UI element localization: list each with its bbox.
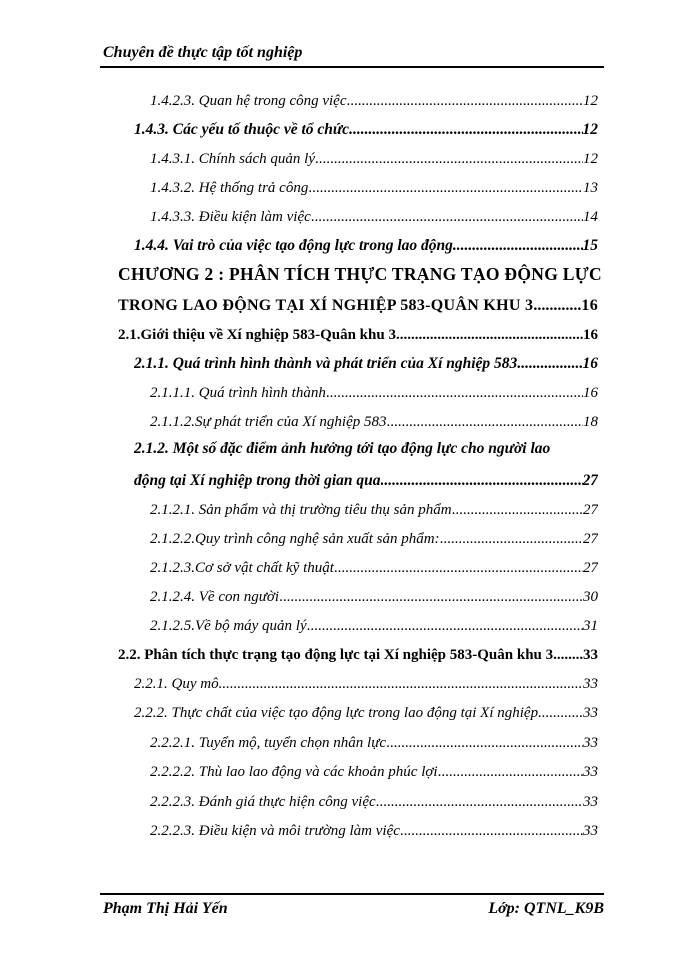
- toc-entry: [134, 468, 598, 490]
- toc-entry-text: 2.1.1. Quá trình hình thành và phát triển của Xí nghiệp 583: [134, 355, 518, 372]
- toc-leader: [307, 618, 583, 635]
- toc-entry: [150, 526, 598, 548]
- footer-rule: [100, 893, 604, 895]
- toc-entry-text: 1.4.3.2. Hệ thống trả công: [150, 180, 309, 196]
- footer-class: Lớp: QTNL_K9B: [488, 900, 604, 917]
- toc-entry-text: động tại Xí nghiệp trong thời gian qua: [134, 472, 381, 489]
- toc-entry-page: 27: [582, 472, 598, 489]
- toc-entry: [150, 146, 598, 168]
- toc-entry-page: 33: [583, 794, 598, 810]
- toc-entry-text: 2.1.2.4. Về con người: [150, 589, 280, 605]
- toc-entry-text: 1.4.3. Các yếu tố thuộc về tổ chức: [134, 121, 350, 138]
- toc-entry-page: 15: [582, 237, 598, 254]
- toc-entry-page: 16: [581, 297, 598, 314]
- page-header-title: Chuyên đề thực tập tốt nghiệp: [103, 44, 303, 61]
- toc-entry: [150, 555, 598, 577]
- toc-entry: [150, 759, 598, 781]
- toc-entry-text: 2.2.2.2. Thù lao lao động và các khoản phúc lợi: [150, 764, 438, 780]
- toc-entry-page: 33: [583, 823, 598, 839]
- toc-leader: [279, 589, 583, 606]
- toc-entry-text: 2.1.2.5.Về bộ máy quản lý: [150, 618, 307, 634]
- toc-leader: [326, 385, 583, 402]
- toc-leader: [453, 237, 583, 255]
- toc-entry: [134, 117, 598, 139]
- toc-entry-text: 2.1.2.2.Quy trình công nghệ sản xuất sản phẩm:: [150, 531, 440, 547]
- toc-entry-page: 12: [583, 93, 598, 109]
- toc-entry-page: 14: [583, 209, 598, 225]
- toc-leader: [315, 151, 583, 168]
- toc-entry: [134, 351, 598, 373]
- toc-entry: [134, 700, 598, 722]
- toc-leader: [438, 764, 583, 781]
- toc-leader: [308, 180, 583, 197]
- toc-leader: [440, 531, 583, 548]
- toc-entry-page: 16: [583, 385, 598, 401]
- toc-entry-text: 1.4.4. Vai trò của việc tạo động lực trong lao động: [134, 237, 453, 254]
- toc-entry-page: 13: [583, 180, 598, 196]
- toc-leader: [381, 472, 583, 490]
- toc-entry: [118, 293, 598, 315]
- toc-entry: [150, 818, 598, 840]
- toc-entry: [150, 380, 598, 402]
- toc-leader: [376, 794, 583, 811]
- toc-entry-page: 27: [583, 560, 598, 576]
- toc-entry: [150, 789, 598, 811]
- toc-entry-page: 27: [583, 531, 598, 547]
- toc-entry-page: 16: [583, 327, 598, 343]
- toc-leader: [387, 414, 584, 431]
- toc-entry-text: 2.2.2. Thực chất của việc tạo động lực trong lao động tại Xí nghiệp: [134, 705, 539, 721]
- header-rule: [100, 66, 604, 68]
- toc-entry: [150, 613, 598, 635]
- toc-entry-text: 2.2.1. Quy mô: [134, 676, 219, 692]
- toc-leader: [538, 705, 583, 722]
- toc-leader: [347, 93, 584, 110]
- toc-leader: [553, 647, 583, 664]
- footer-author: Phạm Thị Hải Yến: [103, 900, 228, 917]
- toc-entry-page: 12: [582, 121, 598, 138]
- toc-entry-text: 2.2.2.3. Điều kiện và môi trường làm việc: [150, 823, 400, 839]
- toc-entry-text: 2.2. Phân tích thực trạng tạo động lực tại Xí nghiệp 583-Quân khu 3: [118, 647, 554, 663]
- toc-entry: [150, 88, 598, 110]
- toc-entry-text: 2.1.Giới thiệu về Xí nghiệp 583-Quân khu 3: [118, 327, 396, 343]
- toc-leader: [386, 735, 583, 752]
- toc-chapter-heading-line1: CHƯƠNG 2 : PHÂN TÍCH THỰC TRẠNG TẠO ĐỘNG LỰC: [118, 264, 602, 284]
- toc-leader: [533, 297, 581, 315]
- toc-entry-text: 2.1.1.1. Quá trình hình thành: [150, 385, 326, 401]
- toc-entry-text: 1.4.2.3. Quan hệ trong công việc: [150, 93, 347, 109]
- toc-entry-page: 30: [583, 589, 598, 605]
- toc-entry-page: 33: [583, 676, 598, 692]
- toc-leader: [400, 823, 583, 840]
- toc-entry: [150, 584, 598, 606]
- toc-entry: [150, 175, 598, 197]
- toc-entry-page: 31: [583, 618, 598, 634]
- toc-leader: [396, 327, 583, 344]
- toc-entry-text: 1.4.3.3. Điều kiện làm việc: [150, 209, 311, 225]
- toc-subsection-heading-line1: 2.1.2. Một số đặc điểm ảnh hưởng tới tạo động lực cho người lao: [134, 440, 551, 457]
- toc-leader: [311, 209, 583, 226]
- toc-entry-text: 2.1.2.3.Cơ sở vật chất kỹ thuật: [150, 560, 334, 576]
- toc-entry-page: 33: [583, 705, 598, 721]
- toc-entry: [150, 204, 598, 226]
- toc-entry-page: 33: [583, 735, 598, 751]
- toc-entry-text: 1.4.3.1. Chính sách quản lý: [150, 151, 315, 167]
- toc-entry: [134, 233, 598, 255]
- toc-entry: [150, 497, 598, 519]
- toc-entry: [150, 730, 598, 752]
- toc-entry: [150, 409, 598, 431]
- toc-entry-page: 27: [583, 502, 598, 518]
- toc-leader: [452, 502, 583, 519]
- toc-leader: [517, 355, 582, 373]
- toc-entry: [134, 671, 598, 693]
- toc-entry-text: 2.1.1.2.Sự phát triển của Xí nghiệp 583: [150, 414, 387, 430]
- toc-leader: [349, 121, 582, 139]
- toc-leader: [219, 676, 583, 693]
- toc-entry-text: 2.2.2.1. Tuyển mộ, tuyển chọn nhân lực: [150, 735, 387, 751]
- toc-entry-text: 2.2.2.3. Đánh giá thực hiện công việc: [150, 794, 376, 810]
- toc-entry-text: TRONG LAO ĐỘNG TẠI XÍ NGHIỆP 583-QUÂN KHU 3: [118, 297, 534, 314]
- toc-entry: [118, 322, 598, 344]
- toc-leader: [334, 560, 583, 577]
- toc-entry-text: 2.1.2.1. Sản phẩm và thị trường tiêu thụ sản phẩm: [150, 502, 452, 518]
- toc-entry-page: 33: [583, 764, 598, 780]
- toc-entry: [118, 642, 598, 664]
- toc-entry-page: 33: [583, 647, 598, 663]
- toc-entry-page: 18: [583, 414, 598, 430]
- toc-entry-page: 16: [582, 355, 598, 372]
- toc-entry-page: 12: [583, 151, 598, 167]
